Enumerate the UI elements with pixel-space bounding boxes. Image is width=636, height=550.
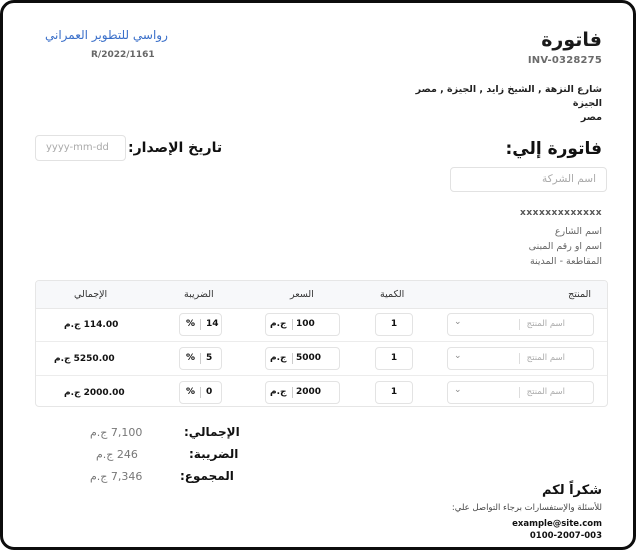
chevron-down-icon: ⌄: [454, 351, 462, 361]
divider: [519, 387, 520, 398]
subtotal-label: الإجمالي:: [184, 425, 240, 439]
tax-value: 5: [206, 353, 213, 363]
header-tax: الضريبة: [184, 289, 214, 300]
company-reference: R/2022/1161: [91, 50, 155, 60]
client-region: المقاطعة - المدينة: [529, 256, 602, 267]
chevron-down-icon: ⌄: [454, 385, 462, 395]
client-building: اسم او رقم المبنى: [528, 241, 602, 252]
product-placeholder: اسم المنتج: [526, 353, 565, 363]
product-select[interactable]: [447, 347, 594, 370]
tax-value: 0: [206, 387, 213, 397]
divider: [292, 353, 293, 364]
price-value: 5000: [296, 353, 322, 363]
table-header: [36, 281, 607, 309]
tax-value: 14: [206, 319, 219, 329]
percent-label: %: [186, 387, 196, 397]
quantity-input[interactable]: 1: [375, 347, 413, 370]
grand-total-value: 7,346 ج.م: [90, 470, 143, 483]
divider: [292, 319, 293, 330]
product-placeholder: اسم المنتج: [526, 319, 565, 329]
row-total: 5250.00 ج.م: [54, 354, 115, 364]
tax-total-label: الضريبة:: [189, 447, 239, 461]
address-line-2: الجيزة: [572, 98, 602, 109]
header-total: الإجمالي: [74, 289, 108, 300]
table-row: [36, 343, 607, 376]
product-placeholder: اسم المنتج: [526, 387, 565, 397]
price-value: 100: [296, 319, 315, 329]
header-product: المنتج: [568, 289, 591, 300]
divider: [292, 387, 293, 398]
tax-input[interactable]: [179, 381, 222, 404]
client-masked-id: xxxxxxxxxxxxx: [520, 208, 602, 218]
price-input[interactable]: [265, 313, 340, 336]
price-input[interactable]: [265, 347, 340, 370]
issue-date-label: تاريخ الإصدار:: [128, 140, 223, 156]
chevron-down-icon: ⌄: [454, 317, 462, 327]
product-select[interactable]: [447, 313, 594, 336]
product-select[interactable]: [447, 381, 594, 404]
quantity-input[interactable]: 1: [375, 381, 413, 404]
thanks-heading: شكراً لكم: [541, 483, 602, 498]
issue-date-input[interactable]: yyyy-mm-dd: [35, 135, 126, 161]
header-price: السعر: [290, 289, 314, 300]
address-line-3: مصر: [580, 112, 602, 123]
tax-input[interactable]: [179, 313, 222, 336]
subtotal-value: 7,100 ج.م: [90, 426, 143, 439]
bill-to-title: فاتورة إلي:: [505, 139, 602, 159]
tax-input[interactable]: [179, 347, 222, 370]
divider: [519, 353, 520, 364]
contact-note: للأسئلة والإستفسارات برجاء التواصل علي:: [451, 503, 602, 513]
percent-label: %: [186, 319, 196, 329]
table-row: [36, 377, 607, 407]
client-address: [529, 224, 602, 269]
items-table: [35, 280, 608, 407]
quantity-input[interactable]: 1: [375, 313, 413, 336]
tax-total-value: 246 ج.م: [96, 448, 138, 461]
company-name: رواسي للتطوير العمراني: [45, 28, 168, 42]
row-total: 2000.00 ج.م: [64, 388, 125, 398]
percent-label: %: [186, 353, 196, 363]
address-line-1: شارع النزهة , الشيخ زايد , الجيزة , مصر: [415, 84, 602, 95]
price-value: 2000: [296, 387, 322, 397]
contact-phone: 0100-2007-003: [529, 531, 602, 541]
table-row: [36, 309, 607, 342]
row-total: 114.00 ج.م: [64, 320, 119, 330]
price-input[interactable]: [265, 381, 340, 404]
currency-label: ج.م: [270, 319, 287, 329]
company-address: [416, 83, 602, 125]
grand-total-label: المجموع:: [180, 469, 234, 483]
contact-email[interactable]: example@site.com: [512, 519, 602, 529]
client-street: اسم الشارع: [554, 226, 602, 237]
invoice-title: فاتورة: [541, 29, 602, 51]
header-quantity: الكمية: [380, 289, 405, 300]
invoice-number: INV-0328275: [527, 55, 602, 66]
divider: [519, 319, 520, 330]
currency-label: ج.م: [270, 353, 287, 363]
company-name-input[interactable]: اسم الشركة: [450, 167, 607, 192]
divider: [200, 319, 201, 330]
divider: [200, 387, 201, 398]
currency-label: ج.م: [270, 387, 287, 397]
divider: [200, 353, 201, 364]
